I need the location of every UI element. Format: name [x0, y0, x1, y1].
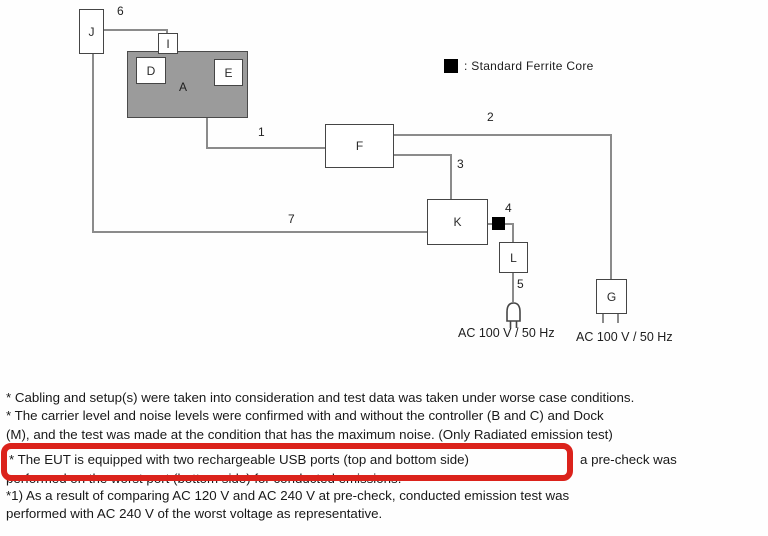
cable-2-label: 2	[487, 110, 494, 124]
device-box-i	[158, 33, 178, 54]
device-box-g	[596, 279, 627, 314]
cable-2-line	[610, 134, 612, 280]
device-box-f-label: F	[355, 139, 364, 153]
device-box-f	[325, 124, 394, 168]
g-plug-prong	[617, 314, 619, 323]
note-line-3: (M), and the test was made at the condition that has the maximum noise. (Only Radiated emission test)	[6, 427, 613, 442]
cable-4-label: 4	[505, 201, 512, 215]
device-box-e-label: E	[224, 65, 233, 80]
device-box-g-label: G	[606, 289, 617, 304]
ac-plug-icon	[503, 300, 525, 329]
cable-7-label: 7	[288, 212, 295, 226]
note-line-4-tail: a pre-check was	[580, 452, 677, 467]
cable-4-line	[512, 223, 514, 243]
device-box-d-label: D	[146, 63, 156, 78]
power-label-left: AC 100 V / 50 Hz	[458, 326, 555, 340]
device-box-k-label: K	[453, 215, 462, 229]
power-label-right: AC 100 V / 50 Hz	[576, 330, 673, 344]
cable-7-line	[92, 54, 94, 233]
note-line-6: *1) As a result of comparing AC 120 V and AC 240 V at pre-check, conducted emission test was	[6, 488, 570, 503]
cable-6-line	[104, 29, 168, 31]
cable-5-label: 5	[517, 277, 524, 291]
eut-box-a-label: A	[178, 80, 187, 94]
cable-1-line	[206, 147, 326, 149]
cable-3-line	[450, 154, 452, 200]
cable-5-line	[512, 273, 514, 302]
device-box-l-label: L	[510, 250, 517, 265]
device-box-j	[79, 9, 104, 54]
device-box-k	[427, 199, 488, 245]
ferrite-core-legend-icon	[444, 59, 458, 73]
device-box-l	[499, 242, 528, 273]
cable-7-line	[92, 231, 428, 233]
cable-1-label: 1	[258, 125, 265, 139]
cable-1-line	[206, 118, 208, 149]
cable-6-label: 6	[117, 4, 124, 18]
cable-3-label: 3	[457, 157, 464, 171]
g-plug-prong	[602, 314, 604, 323]
cable-3-line	[394, 154, 452, 156]
note-line-5: performed on the worst port (bottom side) for conducted emissions.	[6, 471, 402, 486]
ferrite-core-legend-label: : Standard Ferrite Core	[464, 59, 594, 73]
note-line-2: * The carrier level and noise levels were confirmed with and without the controller (B and C) and Dock	[6, 408, 604, 423]
note-line-7: performed with AC 240 V of the worst voltage as representative.	[6, 506, 383, 521]
cable-2-line	[394, 134, 612, 136]
device-box-i-label: I	[166, 36, 170, 51]
ferrite-core-icon	[492, 217, 505, 230]
note-line-1: * Cabling and setup(s) were taken into consideration and test data was taken under worse case conditions.	[6, 390, 635, 405]
device-box-j-label: J	[88, 24, 95, 39]
note-line-4-highlighted: * The EUT is equipped with two rechargeable USB ports (top and bottom side)	[9, 452, 469, 467]
